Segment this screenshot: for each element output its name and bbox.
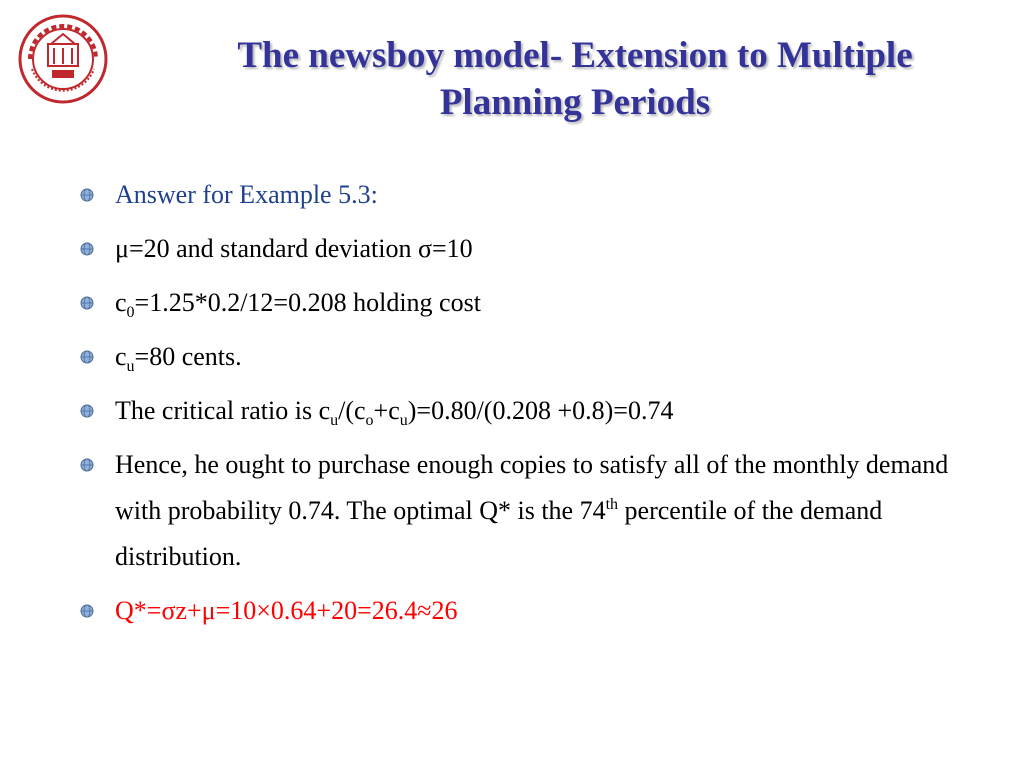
slide-title bbox=[140, 32, 1010, 126]
bullet-text-rest: )=0.80/(0.208 +0.8)=0.74 bbox=[407, 396, 674, 425]
subscript: 0 bbox=[126, 304, 135, 321]
title-line-1: The newsboy model- Extension to Multiple bbox=[237, 35, 913, 76]
bullet-globe-icon bbox=[80, 604, 94, 618]
bullet-text-rest: =80 cents. bbox=[134, 342, 242, 371]
bullet-item-critical-ratio bbox=[80, 388, 980, 434]
bullet-item-underage-cost bbox=[80, 334, 980, 380]
bullet-item-conclusion bbox=[80, 442, 980, 580]
superscript: th bbox=[605, 496, 619, 513]
bullet-text-rest: percentile of the demand distribution. bbox=[115, 496, 883, 571]
subscript: u bbox=[330, 412, 339, 429]
bullet-text-pre: Hence, he ought to purchase enough copies to satisfy all of the monthly demand with probability 0.74. The optimal Q* is the 74 bbox=[115, 450, 949, 525]
bullet-text: Answer for Example 5.3: bbox=[115, 180, 378, 209]
bullet-globe-icon bbox=[80, 188, 94, 202]
bullet-text-mid: /(c bbox=[338, 396, 366, 425]
subscript: u bbox=[126, 358, 135, 375]
bullet-globe-icon bbox=[80, 404, 94, 418]
bullet-globe-icon bbox=[80, 458, 94, 472]
bullet-list bbox=[80, 172, 980, 642]
bullet-text-pre: The critical ratio is c bbox=[115, 396, 331, 425]
bullet-text: Q*=σz+μ=10×0.64+20=26.4≈26 bbox=[115, 596, 458, 625]
bullet-item-result bbox=[80, 588, 980, 634]
bullet-text-mid: +c bbox=[373, 396, 400, 425]
bullet-text-rest: =1.25*0.2/12=0.208 holding cost bbox=[134, 288, 481, 317]
title-line-2: Planning Periods bbox=[439, 82, 711, 123]
subscript: u bbox=[399, 412, 408, 429]
subscript: o bbox=[365, 412, 374, 429]
bullet-globe-icon bbox=[80, 242, 94, 256]
bullet-item-answer bbox=[80, 172, 980, 218]
university-seal-icon bbox=[18, 14, 108, 104]
bullet-globe-icon bbox=[80, 350, 94, 364]
bullet-globe-icon bbox=[80, 296, 94, 310]
bullet-item-mu-sigma bbox=[80, 226, 980, 272]
bullet-text-c: c bbox=[115, 288, 127, 317]
bullet-item-holding-cost bbox=[80, 280, 980, 326]
bullet-text-c: c bbox=[115, 342, 127, 371]
bullet-text: μ=20 and standard deviation σ=10 bbox=[115, 234, 473, 263]
